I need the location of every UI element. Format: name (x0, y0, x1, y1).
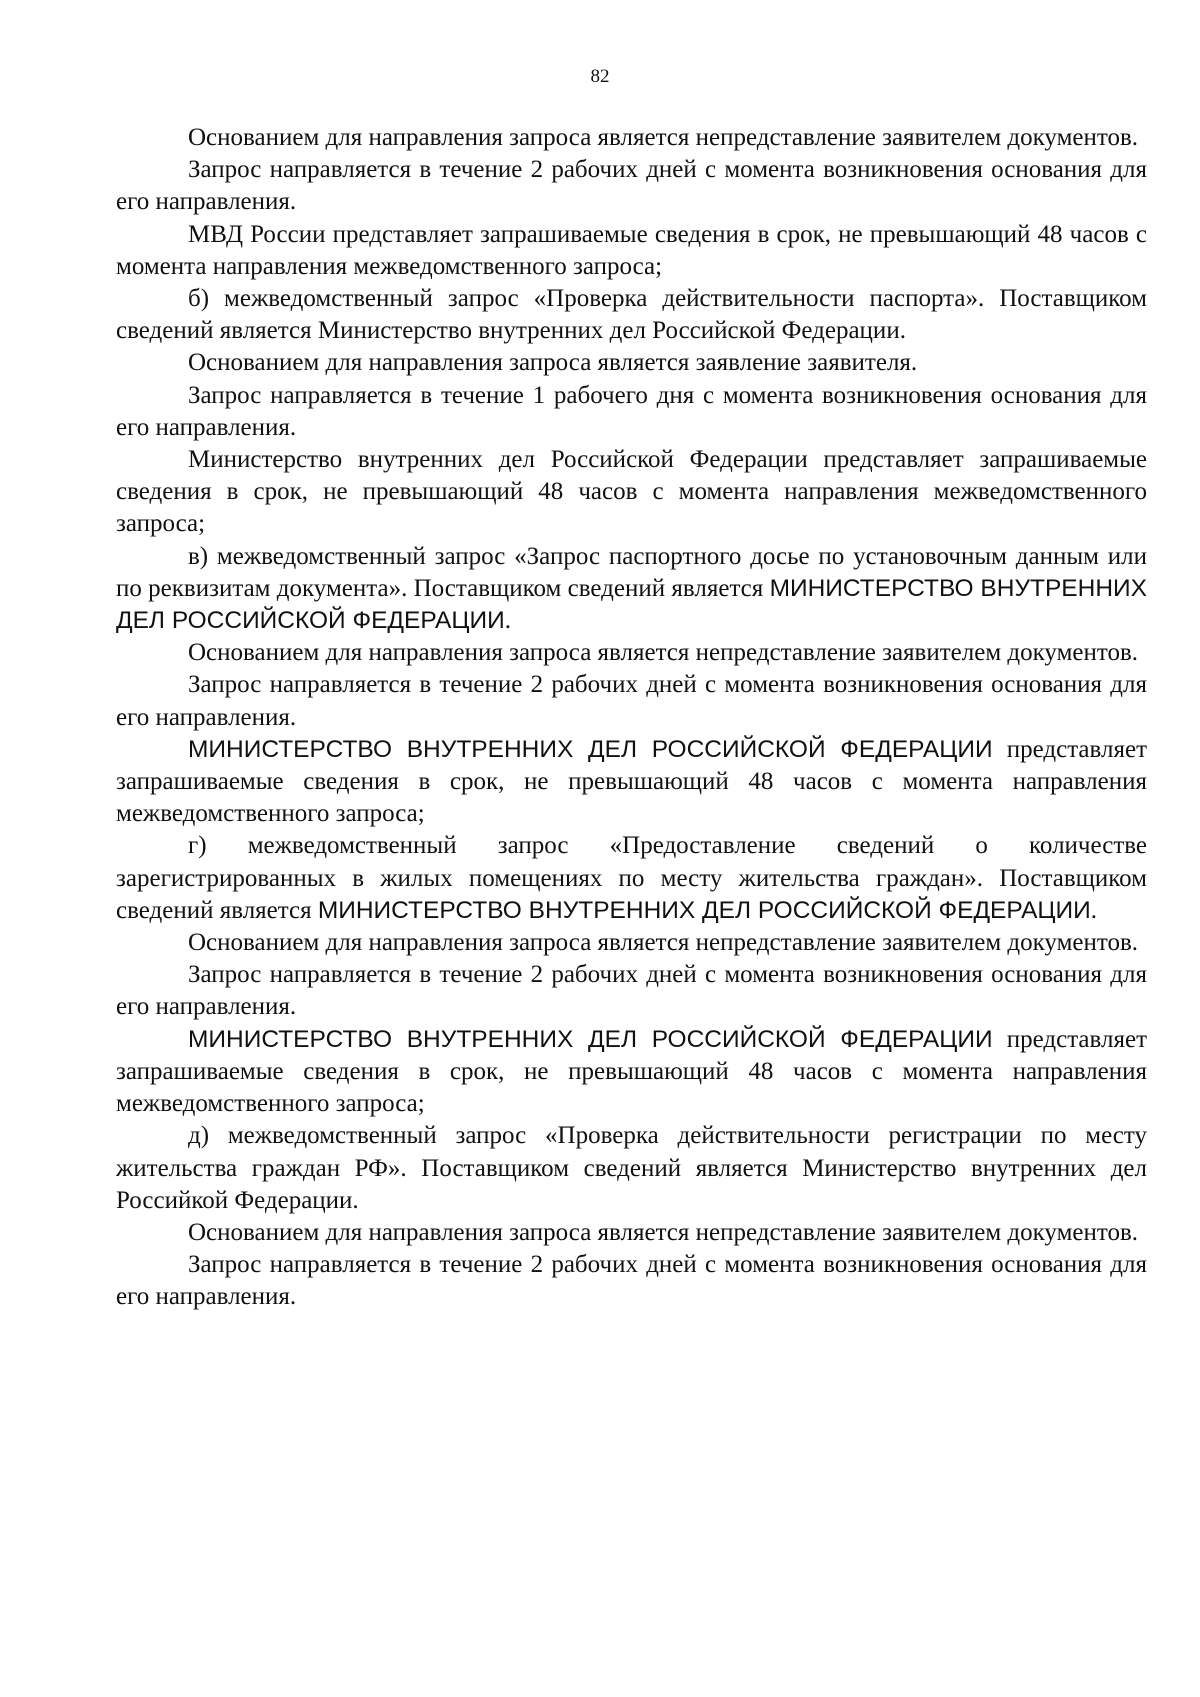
paragraph: б) межведомственный запрос «Проверка действительности паспорта». Поставщиком сведений является Министерство внутренних дел Российской Федерации. (116, 285, 1147, 345)
paragraph: Запрос направляется в течение 2 рабочих дней с момента возникновения основания для его направления. (116, 1251, 1147, 1311)
paragraph: Министерство внутренних дел Российской Федерации представляет запрашиваемые сведения в срок, не превышающий 48 часов с момента направления межведомственного запроса; (116, 446, 1147, 538)
paragraph-text: . (1090, 896, 1098, 924)
ministry-name: МИНИСТЕРСТВО ВНУТРЕННИХ ДЕЛ РОССИЙСКОЙ ФЕДЕРАЦИИ (188, 1025, 993, 1053)
paragraph: Основанием для направления запроса является непредставление заявителем документов. (188, 1218, 1139, 1246)
ministry-name: МИНИСТЕРСТВО ВНУТРЕННИХ ДЕЛ РОССИЙСКОЙ ФЕДЕРАЦИИ (116, 574, 1147, 635)
paragraph (116, 1024, 1147, 1121)
paragraph: Основанием для направления запроса является непредставление заявителем документов. (188, 639, 1139, 667)
paragraph: д) межведомственный запрос «Проверка действительности регистрации по месту жительства граждан РФ». Поставщиком сведений является Министерство внутренних дел Российкой Федерации. (116, 1122, 1147, 1214)
paragraph: Основанием для направления запроса является заявление заявителя. (188, 349, 918, 377)
paragraph-text: в) межведомственный запрос «Запрос паспортного досье по установочным данным или по реквизитам документа». Поставщиком сведений является (116, 542, 1147, 602)
paragraph (116, 541, 1147, 638)
paragraph: МВД России представляет запрашиваемые сведения в срок, не превышающий 48 часов с момента направления межведомственного запроса; (116, 220, 1147, 280)
ministry-name: МИНИСТЕРСТВО ВНУТРЕННИХ ДЕЛ РОССИЙСКОЙ ФЕДЕРАЦИИ (317, 896, 1091, 924)
paragraph: Основанием для направления запроса является непредставление заявителем документов. (188, 124, 1139, 151)
page-number: 82 (590, 66, 610, 87)
paragraph-text: представляет запрашиваемые сведения в срок, не превышающий 48 часов с момента направления межведомственного запроса; (116, 1025, 1147, 1118)
paragraph: Запрос направляется в течение 2 рабочих дней с момента возникновения основания для его направления. (116, 671, 1147, 731)
paragraph: Запрос направляется в течение 2 рабочих дней с момента возникновения основания для его направления. (116, 156, 1147, 216)
paragraph-text: г) межведомственный запрос «Предоставление сведений о количестве зарегистрированных в жилых помещениях по месту жительства граждан». Поставщиком сведений является (116, 832, 1147, 924)
paragraph-text: представляет запрашиваемые сведения в срок, не превышающий 48 часов с момента направления межведомственного запроса; (116, 735, 1147, 828)
paragraph: Запрос направляется в течение 2 рабочих дней с момента возникновения основания для его направления. (116, 961, 1147, 1021)
paragraph (116, 734, 1147, 831)
ministry-name: МИНИСТЕРСТВО ВНУТРЕННИХ ДЕЛ РОССИЙСКОЙ ФЕДЕРАЦИИ (188, 735, 993, 763)
document-body (116, 122, 1147, 1314)
paragraph (116, 830, 1147, 927)
paragraph: Запрос направляется в течение 1 рабочего дня с момента возникновения основания для его направления. (116, 381, 1147, 441)
paragraph: Основанием для направления запроса является непредставление заявителем документов. (188, 929, 1139, 957)
paragraph-text: . (504, 607, 511, 635)
